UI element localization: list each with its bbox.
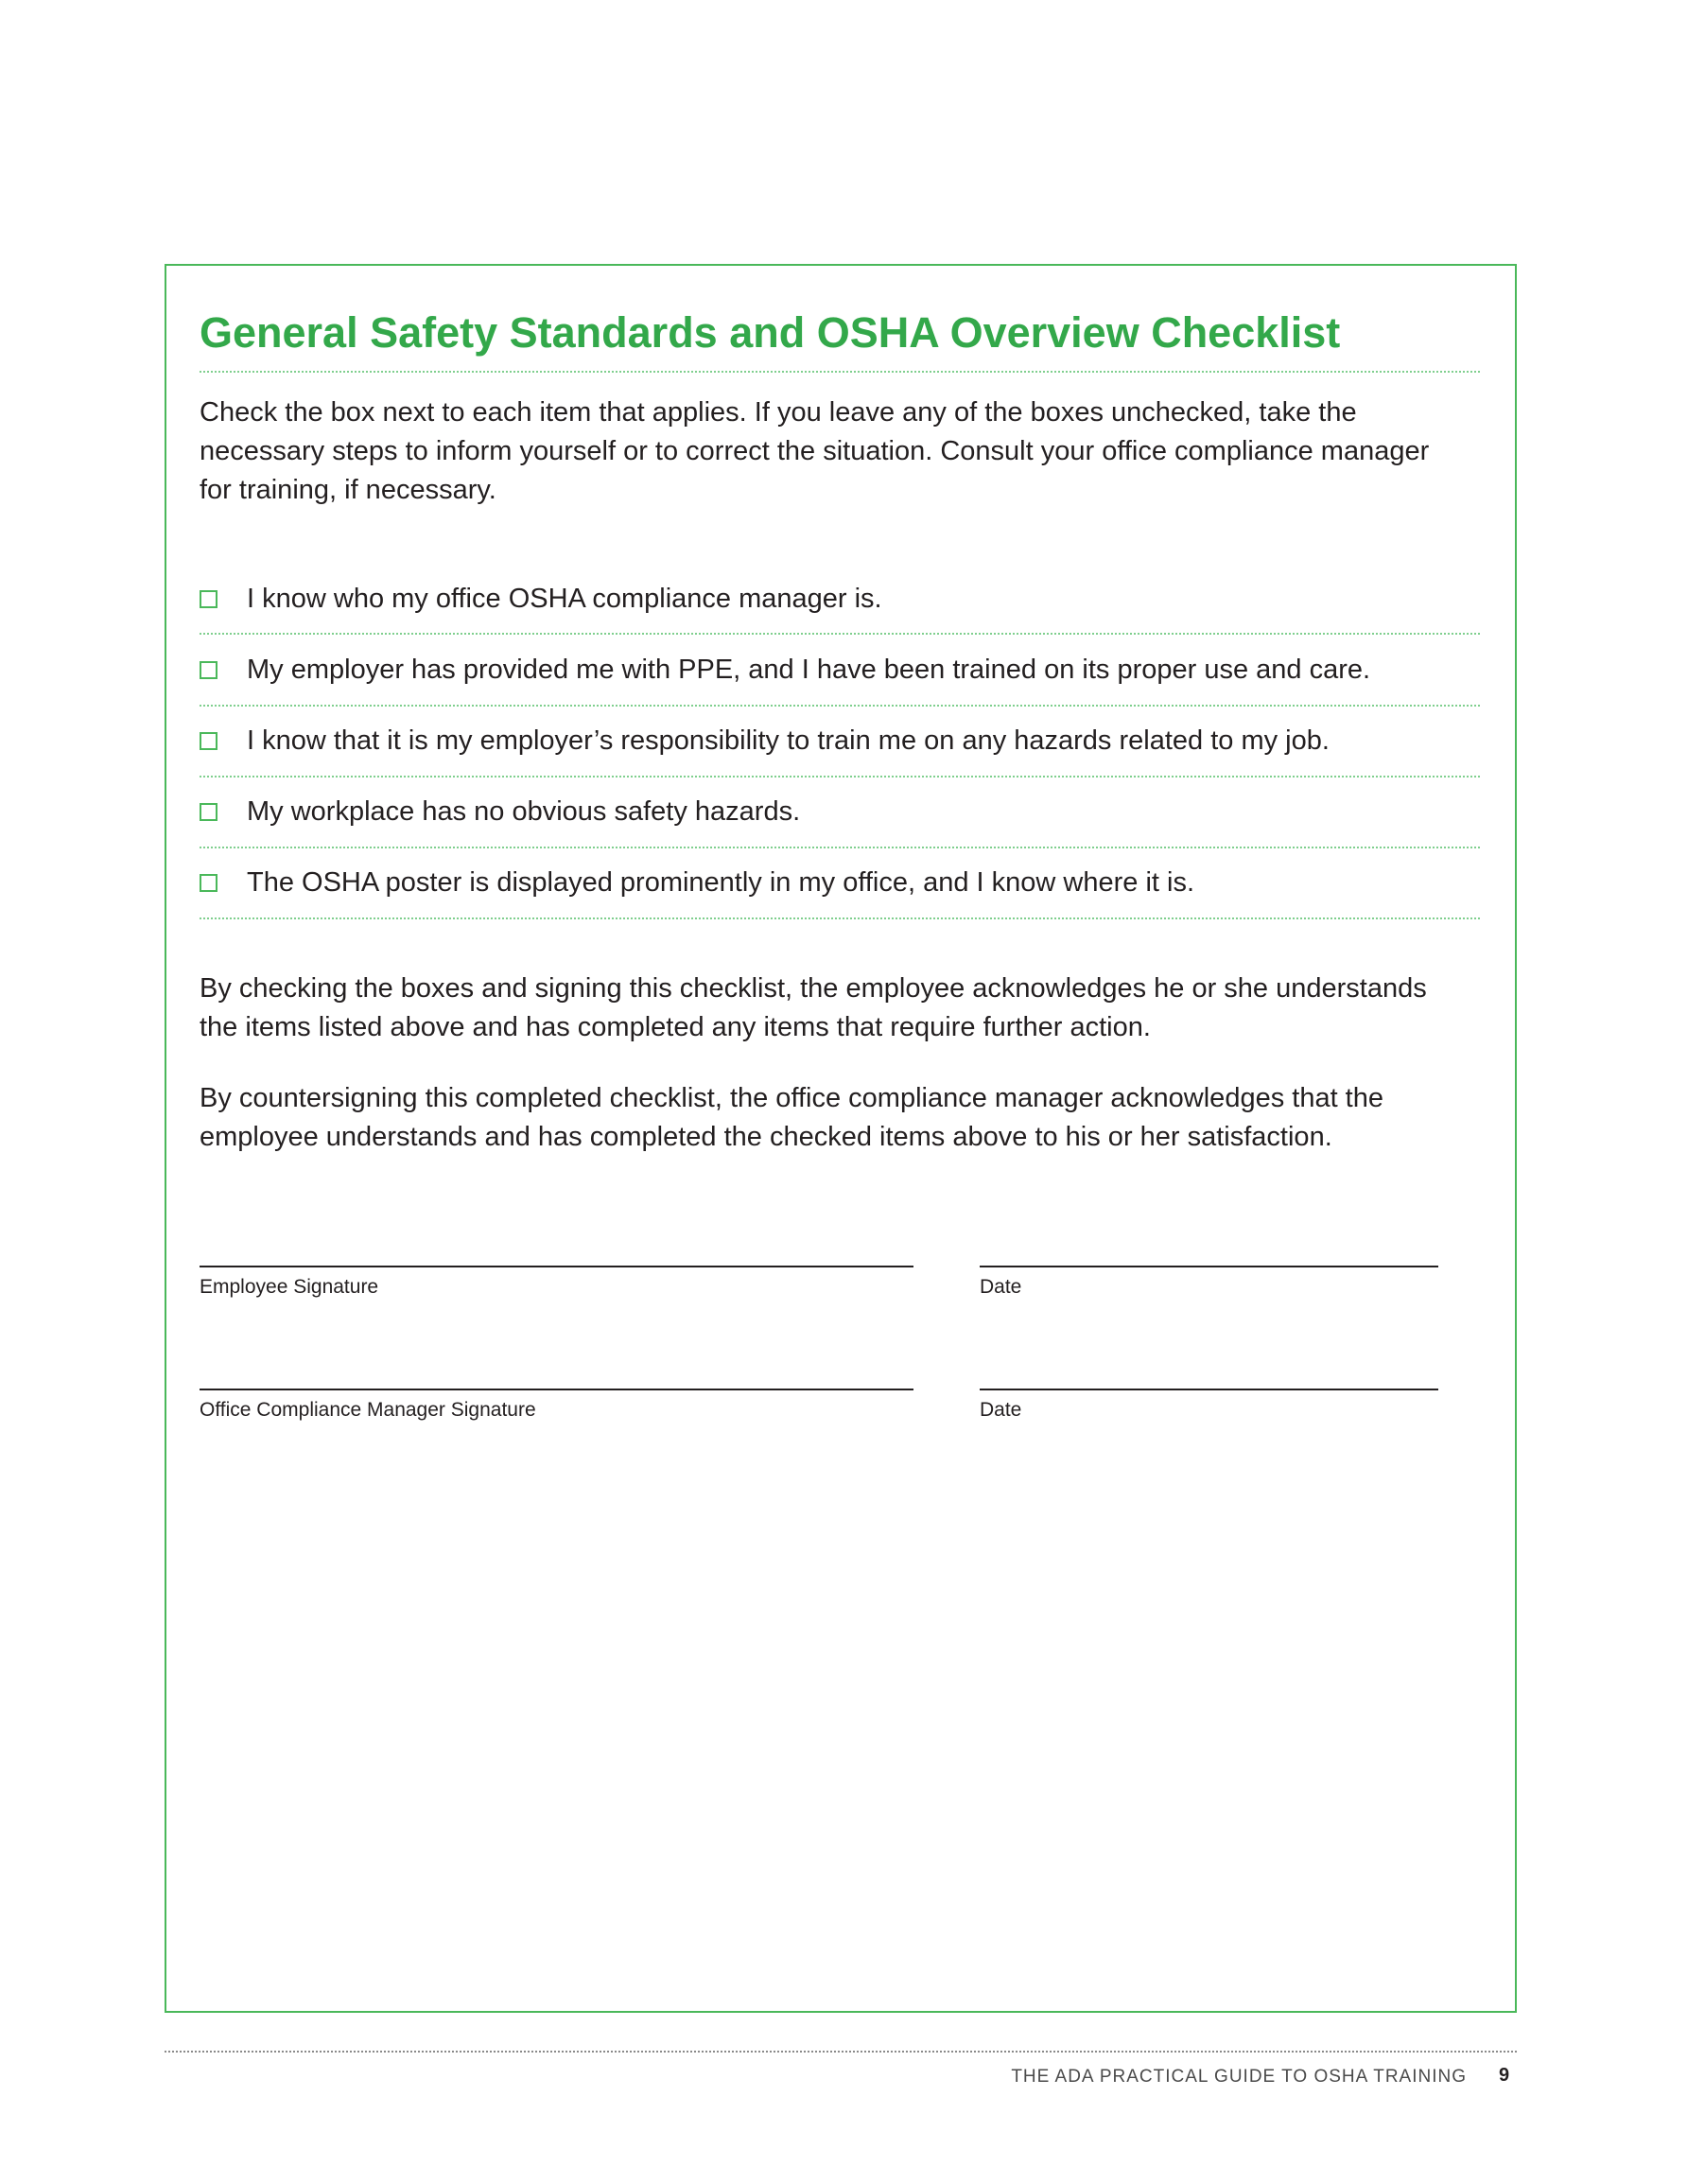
intro-paragraph: Check the box next to each item that applies. If you leave any of the boxes unchecked, take the necessary steps to inform yourself or to correct the situation. Consult your office compliance manager for training, if necessary. [200,397,1430,505]
checklist-item-label: The OSHA poster is displayed prominently in my office, and I know where it is. [247,867,1195,898]
manager-signature-label: Office Compliance Manager Signature [200,1399,536,1421]
employee-date-line[interactable] [980,1266,1438,1267]
manager-acknowledgement: By countersigning this completed checklist, the office compliance manager acknowledges that the employee understands and has completed the checked items above to his or her satisfaction. [200,1083,1383,1152]
checklist-item-label: I know who my office OSHA compliance manager is. [247,584,882,614]
page-number: 9 [1499,2065,1510,2086]
checkbox[interactable] [200,874,217,892]
page-title: General Safety Standards and OSHA Overview Checklist [200,308,1341,357]
checklist-item[interactable] [200,577,882,620]
employee-signature-line[interactable] [200,1266,913,1267]
checklist-item-label: My workplace has no obvious safety hazards. [247,796,801,827]
checklist-item[interactable] [200,861,1194,904]
checkbox[interactable] [200,661,217,679]
title-divider [200,371,1480,373]
item-divider [200,776,1480,778]
employee-date-label: Date [980,1276,1022,1298]
checklist-item[interactable] [200,648,1370,691]
footer-guide-title: THE ADA PRACTICAL GUIDE TO OSHA TRAINING [1011,2067,1467,2087]
manager-date-label: Date [980,1399,1022,1421]
checklist-item[interactable] [200,719,1330,762]
item-divider [200,633,1480,635]
checklist-item-label: I know that it is my employer’s responsibility to train me on any hazards related to my job. [247,725,1330,756]
item-divider [200,705,1480,707]
checkbox[interactable] [200,803,217,821]
manager-date-line[interactable] [980,1389,1438,1390]
footer-divider [165,2051,1517,2053]
employee-acknowledgement: By checking the boxes and signing this checklist, the employee acknowledges he or she understands the items listed above and has completed any items that require further action. [200,973,1427,1042]
checklist-item-label: My employer has provided me with PPE, and I have been trained on its proper use and care. [247,655,1371,685]
checklist-item[interactable] [200,790,800,833]
manager-signature-line[interactable] [200,1389,913,1390]
item-divider [200,917,1480,919]
employee-signature-label: Employee Signature [200,1276,379,1298]
item-divider [200,847,1480,848]
checkbox[interactable] [200,732,217,750]
checkbox[interactable] [200,590,217,608]
